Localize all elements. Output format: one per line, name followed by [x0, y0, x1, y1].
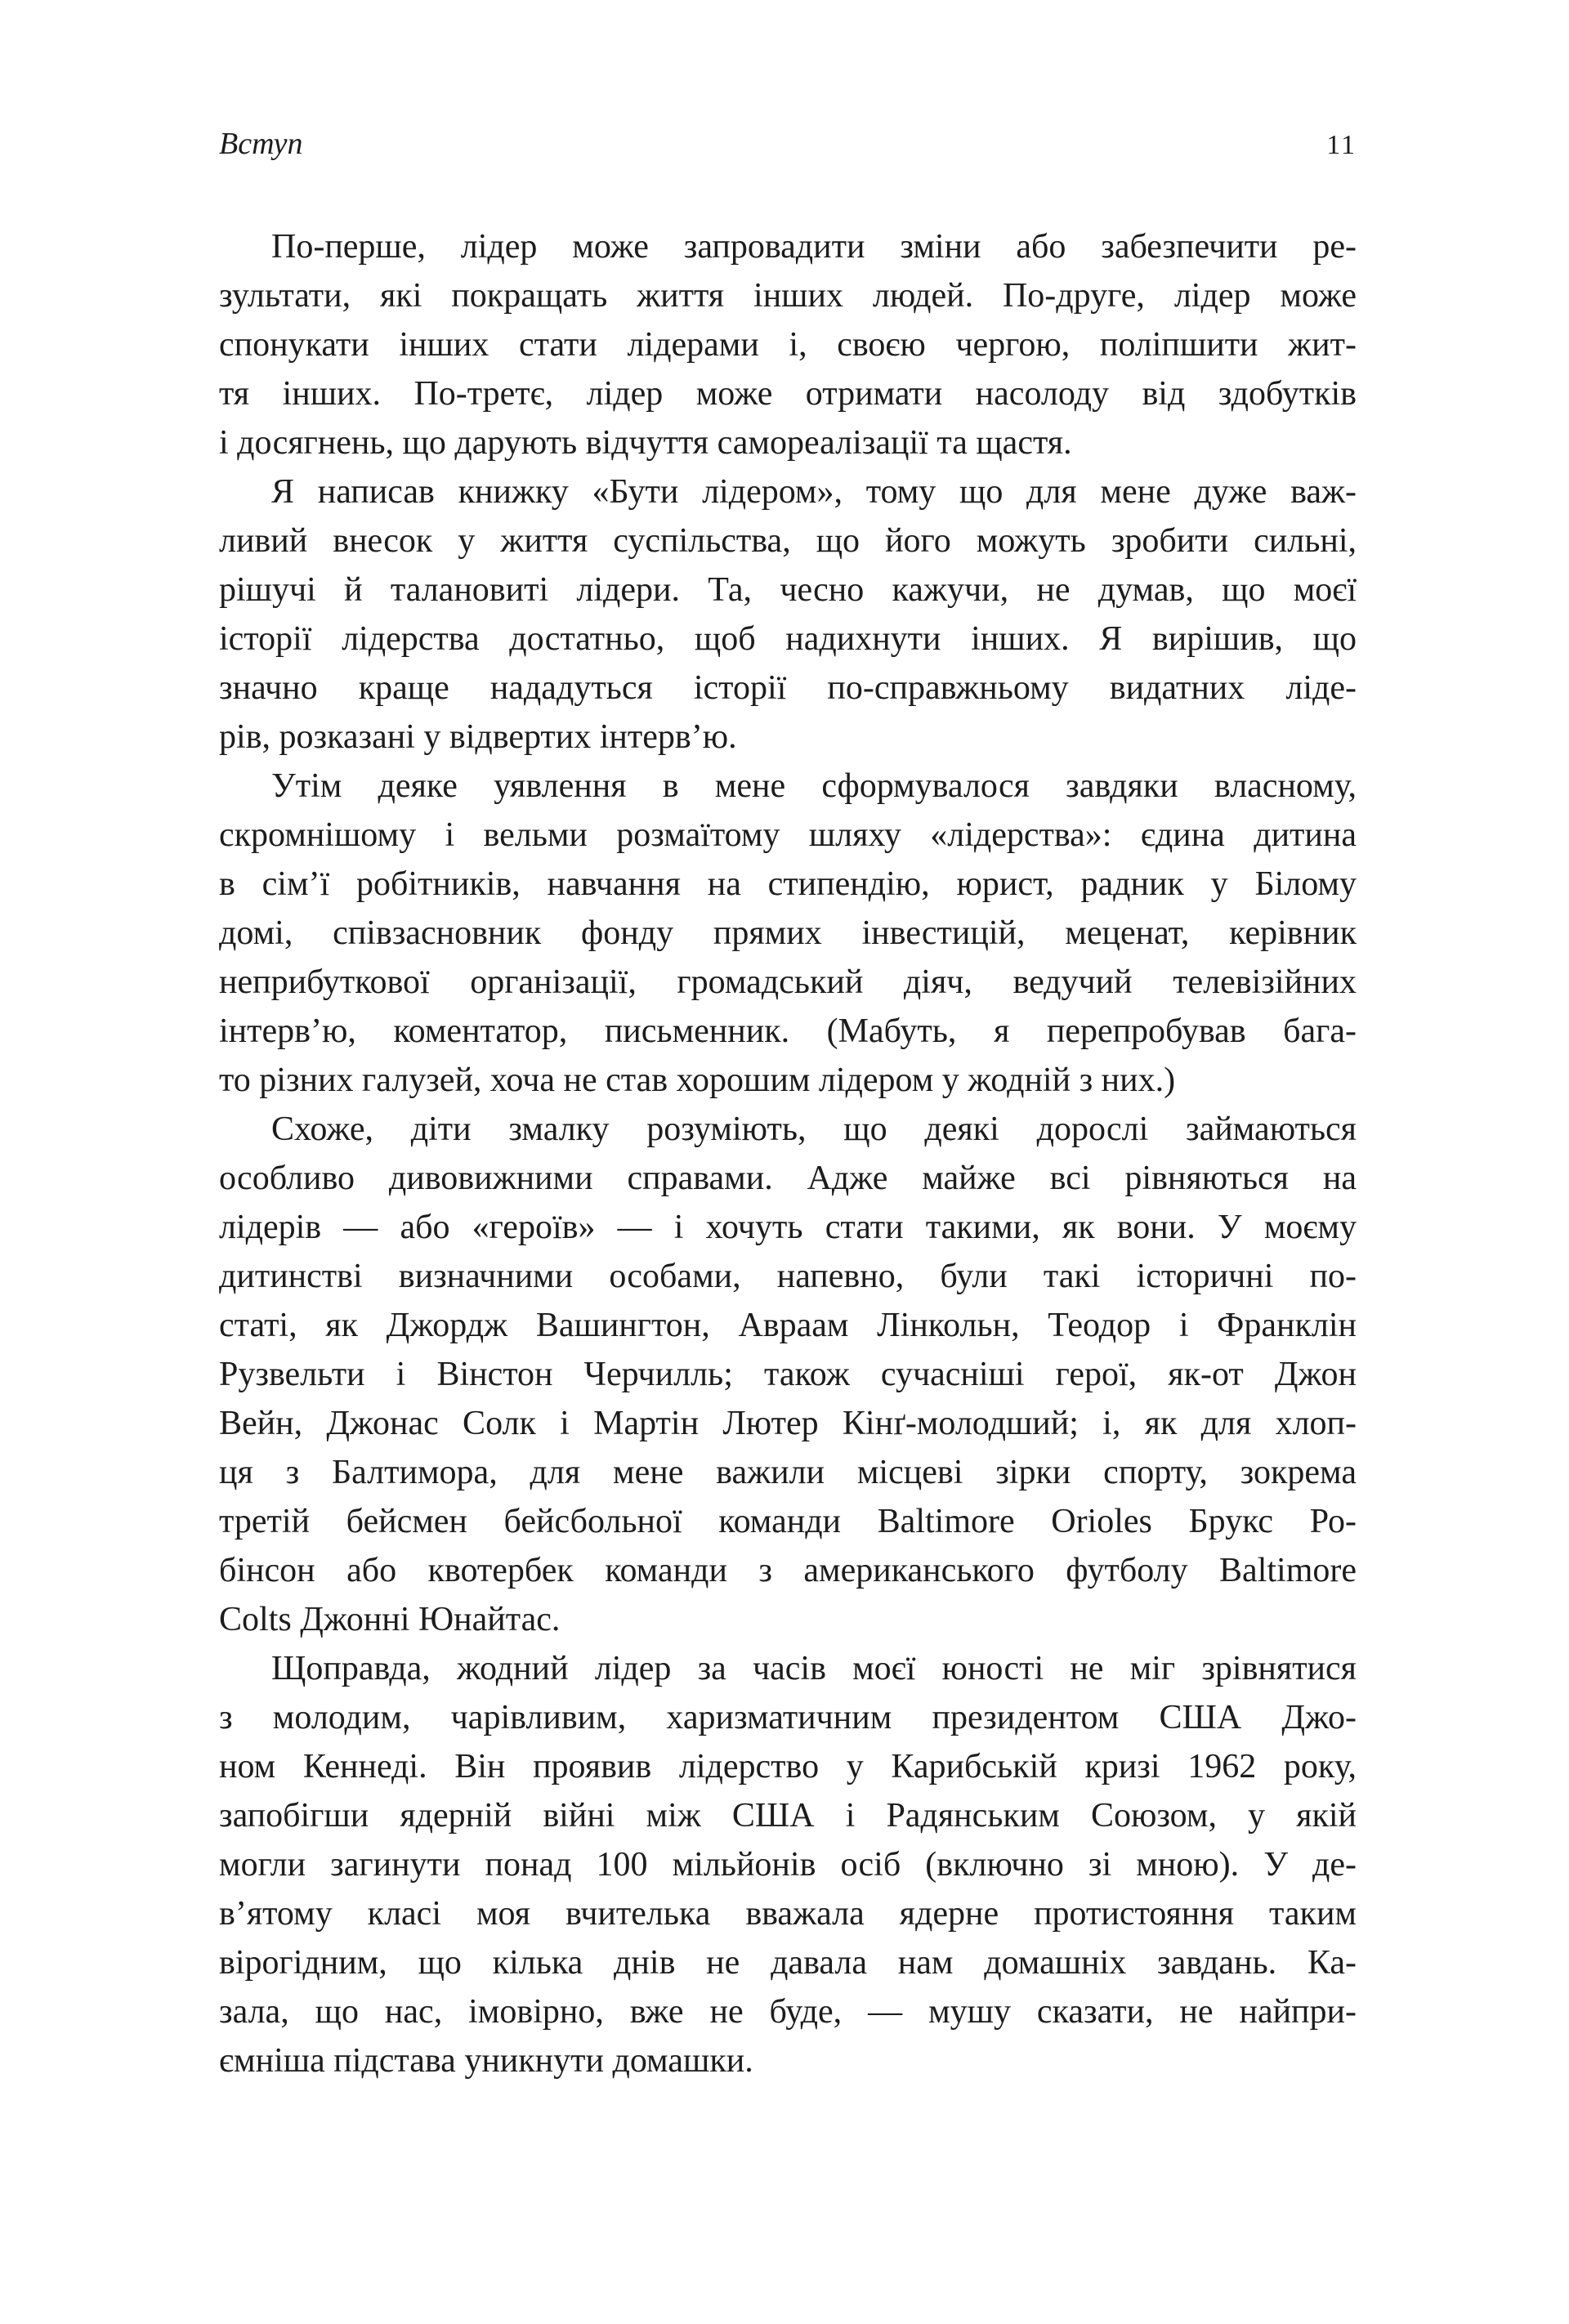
- paragraph: [219, 762, 1357, 1105]
- text-line: в сім’ї робітників, навчання на стипендію, юрист, радник у Білому: [219, 865, 1357, 903]
- running-header: [219, 123, 1357, 167]
- text-line: історії лідерства достатньо, щоб надихнути інших. Я вирішив, що: [219, 620, 1357, 658]
- text-line: Схоже, діти змалку розуміють, що деякі дорослі займаються: [271, 1111, 1357, 1148]
- text-line: запобігши ядерній війні між США і Радянським Союзом, у якій: [219, 1797, 1357, 1835]
- text-line: зультати, які покращать життя інших людей. По-друге, лідер може: [219, 277, 1357, 315]
- text-line: Я написав книжку «Бути лідером», тому що для мене дуже важ-: [271, 473, 1357, 511]
- text-line: тя інших. По-третє, лідер може отримати насолоду від здобутків: [219, 375, 1357, 413]
- text-line: домі, співзасновник фонду прямих інвестицій, меценат, керівник: [219, 914, 1357, 952]
- body-text: [219, 222, 1357, 2085]
- text-line: ця з Балтимора, для мене важили місцеві зірки спорту, зокрема: [219, 1454, 1357, 1491]
- text-line: третій бейсмен бейсбольної команди Baltimore Orioles Брукс Ро-: [219, 1503, 1357, 1540]
- text-line: могли загинути понад 100 мільйонів осіб (включно зі мною). У де-: [219, 1846, 1357, 1884]
- text-line: Щоправда, жодний лідер за часів моєї юності не міг зрівнятися: [271, 1650, 1357, 1687]
- text-line: Вейн, Джонас Солк і Мартін Лютер Кінґ-молодший; і, як для хлоп-: [219, 1405, 1357, 1442]
- text-line: Colts Джонні Юнайтас.: [219, 1601, 561, 1638]
- text-line: лідерів — або «героїв» — і хочуть стати такими, як вони. У моєму: [219, 1209, 1357, 1246]
- text-line: Рузвельти і Вінстон Черчилль; також сучасніші герої, як-от Джон: [219, 1356, 1357, 1393]
- paragraph: [219, 1644, 1357, 2085]
- text-line: спонукати інших стати лідерами і, своєю чергою, поліпшити жит-: [219, 326, 1357, 364]
- running-header-section-title: Вступ: [219, 127, 303, 161]
- text-line: рів, розказані у відвертих інтерв’ю.: [219, 718, 737, 756]
- text-line: з молодим, чарівливим, харизматичним президентом США Джо-: [219, 1699, 1357, 1736]
- paragraph: [219, 1105, 1357, 1644]
- text-line: рішучі й талановиті лідери. Та, чесно кажучи, не думав, що моєї: [219, 571, 1357, 609]
- text-line: значно краще нададуться історії по-справжньому видатних ліде-: [219, 669, 1357, 707]
- text-line: особливо дивовижними справами. Адже майже всі рівняються на: [219, 1160, 1357, 1197]
- text-line: то різних галузей, хоча не став хорошим лідером у жодній з них.): [219, 1061, 1176, 1099]
- page-number: 11: [1326, 130, 1357, 160]
- text-line: вірогідним, що кілька днів не давала нам домашніх завдань. Ка-: [219, 1944, 1357, 1982]
- text-line: в’ятому класі моя вчителька вважала ядерне протистояння таким: [219, 1895, 1357, 1933]
- text-line: скромнішому і вельми розмаїтому шляху «лідерства»: єдина дитина: [219, 816, 1357, 854]
- text-line: неприбуткової організації, громадський діяч, ведучий телевізійних: [219, 963, 1357, 1001]
- text-line: Утім деяке уявлення в мене сформувалося завдяки власному,: [271, 767, 1357, 805]
- text-line: По-перше, лідер може запровадити зміни або забезпечити ре-: [271, 228, 1357, 266]
- paragraph: [219, 467, 1357, 762]
- text-line: ємніша підстава уникнути домашки.: [219, 2042, 753, 2080]
- text-line: інтерв’ю, коментатор, письменник. (Мабуть, я перепробував бага-: [219, 1012, 1357, 1050]
- text-line: ливий внесок у життя суспільства, що його можуть зробити сильні,: [219, 522, 1357, 560]
- text-line: зала, що нас, імовірно, вже не буде, — мушу сказати, не найпри-: [219, 1993, 1357, 2031]
- text-line: і досягнень, що дарують відчуття самореалізації та щастя.: [219, 424, 1072, 462]
- text-line: бінсон або квотербек команди з американського футболу Baltimore: [219, 1552, 1357, 1589]
- text-line: статі, як Джордж Вашингтон, Авраам Лінкольн, Теодор і Франклін: [219, 1307, 1357, 1344]
- paragraph: [219, 222, 1357, 467]
- text-line: дитинстві визначними особами, напевно, були такі історичні по-: [219, 1258, 1357, 1295]
- text-line: ном Кеннеді. Він проявив лідерство у Карибській кризі 1962 року,: [219, 1748, 1357, 1785]
